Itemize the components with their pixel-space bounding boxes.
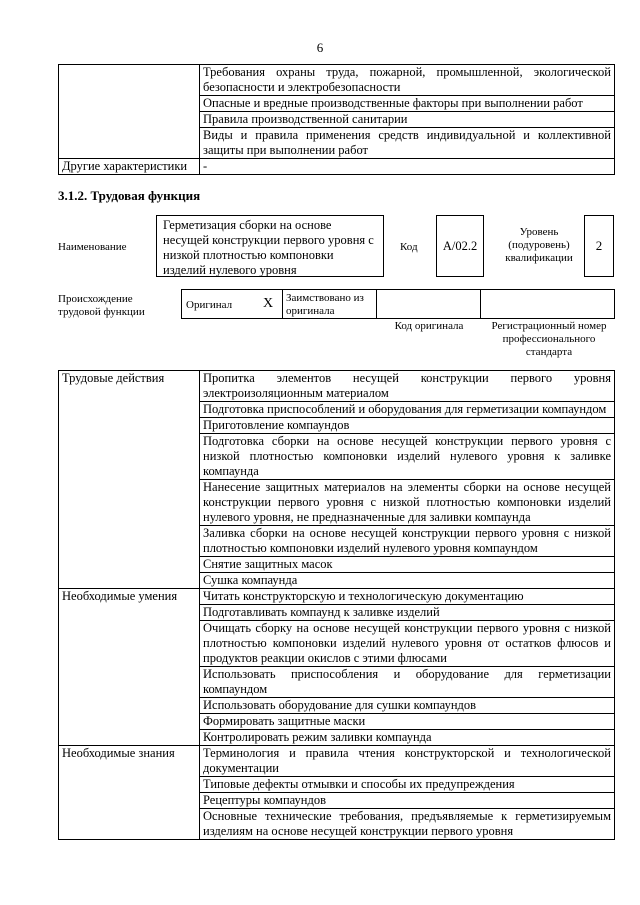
origin-label: Происхождение трудовой функции	[58, 293, 145, 318]
list-item: Контролировать режим заливки компаунда	[200, 730, 615, 746]
characteristics-table	[58, 64, 615, 175]
original-mark: X	[262, 296, 274, 311]
list-item: Типовые дефекты отмывки и способы их предупреждения	[200, 777, 615, 793]
borrowed-label: Заимствовано из оригинала	[286, 292, 364, 317]
list-item: Терминология и правила чтения конструкторской и технологической документации	[200, 746, 615, 777]
name-label: Наименование	[58, 241, 127, 253]
table-row	[59, 65, 615, 96]
level-value: 2	[595, 238, 603, 253]
list-item: Нанесение защитных материалов на элементы сборки на основе несущей конструкции первого уровня с низкой плотностью компоновки изделий нулевого уровня, не предназначенные для заливки компаунда	[200, 480, 615, 526]
list-item: Использовать приспособления и оборудование для герметизации компаундом	[200, 667, 615, 698]
page-number: 6	[316, 40, 324, 55]
function-code: A/02.2	[442, 238, 478, 253]
table-row	[59, 589, 615, 605]
list-item: Использовать оборудование для сушки компаундов	[200, 698, 615, 714]
list-item: Сушка компаунда	[200, 573, 615, 589]
group-label: Необходимые умения	[59, 589, 200, 746]
row-text: Требования охраны труда, пожарной, промышленной, экологической безопасности и электробезопасности	[200, 65, 615, 96]
function-name-box	[156, 215, 384, 277]
list-item: Рецептуры компаундов	[200, 793, 615, 809]
function-name: Герметизация сборки на основе несущей конструкции первого уровня с низкой плотностью компоновки изделий нулевого уровня	[163, 218, 374, 277]
list-item: Подготовка приспособлений и оборудования для герметизации компаундом	[200, 402, 615, 418]
group-label: Трудовые действия	[59, 371, 200, 589]
table-row	[59, 159, 615, 175]
list-item: Формировать защитные маски	[200, 714, 615, 730]
original-label: Оригинал	[186, 299, 233, 311]
list-item: Снятие защитных масок	[200, 557, 615, 573]
table-row	[59, 746, 615, 777]
list-item: Подготовка сборки на основе несущей конструкции первого уровня с низкой плотностью компоновки изделий нулевого уровня к заливке компаунда	[200, 434, 615, 480]
code-label: Код	[400, 241, 418, 253]
divider	[480, 289, 481, 319]
origin-row	[181, 289, 615, 319]
reg-number-label: Регистрационный номер профессионального стандарта	[491, 320, 607, 358]
list-item: Приготовление компаундов	[200, 418, 615, 434]
list-item: Основные технические требования, предъявляемые к герметизируемым изделиям на основе несущей конструкции первого уровня	[200, 809, 615, 840]
code-box	[436, 215, 484, 277]
row-label	[59, 65, 200, 159]
section-heading: 3.1.2. Трудовая функция	[58, 188, 201, 203]
list-item: Очищать сборку на основе несущей конструкции первого уровня с низкой плотностью компоновки изделий нулевого уровня от остатков флюсов и продуктов реакции окислов с этими флюсами	[200, 621, 615, 667]
list-item: Читать конструкторскую и технологическую документацию	[200, 589, 615, 605]
row-text: Виды и правила применения средств индивидуальной и коллективной защиты при выполнении работ	[200, 128, 615, 159]
table-row	[59, 371, 615, 402]
level-label: Уровень (подуровень) квалификации	[505, 226, 573, 264]
row-text: Правила производственной санитарии	[200, 112, 615, 128]
divider	[282, 289, 283, 319]
level-box	[584, 215, 614, 277]
list-item: Заливка сборки на основе несущей конструкции первого уровня с низкой плотностью компоновки изделий нулевого уровня компаундом	[200, 526, 615, 557]
code-original-label: Код оригинала	[394, 320, 464, 332]
operations-table	[58, 370, 615, 840]
group-label: Необходимые знания	[59, 746, 200, 840]
row-label: Другие характеристики	[59, 159, 200, 175]
row-text: -	[200, 159, 615, 175]
divider	[376, 289, 377, 319]
list-item: Подготавливать компаунд к заливке изделий	[200, 605, 615, 621]
list-item: Пропитка элементов несущей конструкции первого уровня электроизоляционным материалом	[200, 371, 615, 402]
row-text: Опасные и вредные производственные факторы при выполнении работ	[200, 96, 615, 112]
